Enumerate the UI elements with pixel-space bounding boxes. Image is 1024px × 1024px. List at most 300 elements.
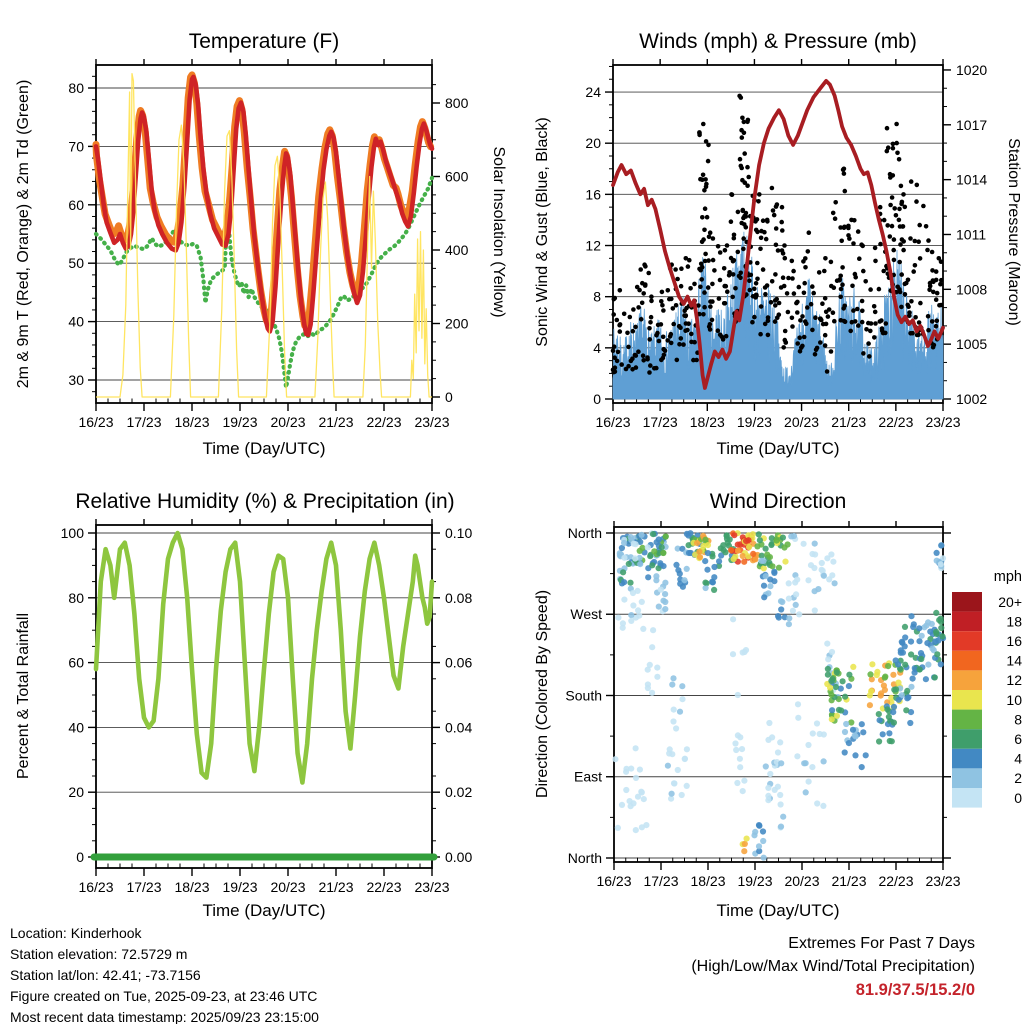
wind-direction-dot (752, 829, 758, 835)
wind-direction-dot (654, 674, 660, 680)
gust-dot (892, 237, 897, 242)
gust-dot (916, 239, 921, 244)
footer-latlon: Station lat/lon: 42.41; -73.7156 (10, 967, 201, 983)
wind-direction-dot (919, 633, 925, 639)
gust-dot (915, 333, 920, 338)
y-tick-label-left: 24 (585, 84, 601, 101)
gust-dot (763, 285, 768, 290)
gust-dot (671, 306, 676, 311)
wind-direction-xlabel: Time (Day/UTC) (716, 901, 840, 920)
gust-dot (707, 324, 712, 329)
wind-direction-dot (763, 573, 769, 579)
gust-dot (911, 269, 916, 274)
wind-direction-dot (669, 791, 675, 797)
x-tick-label: 18/23 (690, 873, 726, 889)
wind-direction-dot (681, 577, 687, 583)
wind-direction-dot (803, 760, 809, 766)
y-tick-label-right: 400 (445, 242, 469, 258)
gust-dot (901, 224, 906, 229)
gust-dot (682, 313, 687, 318)
wind-direction-dot (777, 739, 783, 745)
gust-dot (860, 320, 865, 325)
wind-direction-dot (775, 749, 781, 755)
gust-dot (921, 204, 926, 209)
x-tick-label: 22/23 (878, 873, 914, 889)
wind-direction-dot (659, 544, 665, 550)
wind-direction-dot (836, 707, 842, 713)
wind-direction-dot (756, 843, 762, 849)
gust-dot (617, 323, 622, 328)
gust-dot (773, 298, 778, 303)
gust-dot (829, 260, 834, 265)
footer-location: Location: Kinderhook (10, 925, 142, 941)
y-tick-label-left: 80 (68, 80, 84, 96)
gust-dot (766, 333, 771, 338)
wind-direction-dot (905, 694, 911, 700)
gust-dot (656, 323, 661, 328)
wind-direction-dot (773, 538, 779, 544)
wind-direction-dot (766, 720, 772, 726)
wind-direction-dot (809, 551, 815, 557)
gust-dot (729, 256, 734, 261)
gust-dot (724, 284, 729, 289)
wind-direction-dot (739, 746, 745, 752)
x-tick-label: 23/23 (925, 873, 961, 889)
gust-dot (820, 301, 825, 306)
gust-dot (611, 312, 616, 317)
wind-direction-dot (623, 766, 629, 772)
wind-direction-dot (850, 727, 856, 733)
gust-dot (774, 226, 779, 231)
winds-ylabel-right: Station Pressure (Maroon) (1005, 138, 1022, 326)
wind-direction-dot (916, 638, 922, 644)
y-tick-label-right: 0.10 (445, 525, 473, 541)
x-tick-label: 21/23 (318, 879, 354, 895)
gust-dot (669, 332, 674, 337)
gust-dot (748, 288, 753, 293)
gust-dot (882, 218, 887, 223)
gust-dot (894, 141, 899, 146)
wind-direction-dot (890, 672, 896, 678)
wind-direction-dot (925, 662, 931, 668)
wind-direction-dot (636, 613, 642, 619)
wind-direction-dot (663, 533, 669, 539)
gust-dot (773, 272, 778, 277)
footer-timestamp: Most recent data timestamp: 2025/09/23 23:15:00 (10, 1009, 319, 1024)
gust-dot (860, 299, 865, 304)
wind-direction-dot (830, 559, 836, 565)
gust-dot (803, 256, 808, 261)
y-tick-label-left: West (570, 606, 602, 623)
x-tick-label: 18/23 (174, 414, 210, 430)
wind-direction-dot (890, 709, 896, 715)
colorbar-swatch (952, 612, 982, 632)
wind-direction-dot (791, 533, 797, 539)
gust-dot (934, 297, 939, 302)
gust-dot (866, 341, 871, 346)
y-tick-label-left: 16 (585, 186, 601, 203)
gust-dot (675, 358, 680, 363)
gust-dot (704, 185, 709, 190)
wind-direction-dot (763, 763, 769, 769)
gust-dot (717, 296, 722, 301)
gust-dot (612, 355, 617, 360)
colorbar-label: 0 (1014, 789, 1022, 806)
wind-direction-dot (889, 738, 895, 744)
wind-direction-dot (645, 667, 651, 673)
gust-dot (725, 243, 730, 248)
wind-direction-dot (637, 548, 643, 554)
wind-direction-dot (790, 608, 796, 614)
gust-dot (626, 345, 631, 350)
wind-direction-dot (621, 597, 627, 603)
gust-dot (790, 324, 795, 329)
wind-direction-dot (812, 541, 818, 547)
y-tick-label-left: North (567, 524, 602, 541)
gust-dot (872, 335, 877, 340)
gust-dot (777, 301, 782, 306)
gust-dot (684, 306, 689, 311)
wind-direction-dot (938, 561, 944, 567)
gust-dot (652, 366, 657, 371)
gust-dot (847, 236, 852, 241)
gust-dot (918, 301, 923, 306)
wind-direction-dot (662, 606, 668, 612)
gust-dot (648, 320, 653, 325)
wind-direction-dot (828, 692, 834, 698)
wind-direction-dot (896, 697, 902, 703)
gust-dot (641, 358, 646, 363)
wind-direction-dot (765, 785, 771, 791)
wind-direction-dot (645, 544, 651, 550)
gust-dot (775, 315, 780, 320)
gust-dot (840, 265, 845, 270)
wind-direction-dot (684, 531, 690, 537)
wind-direction-dot (756, 823, 762, 829)
gust-dot (861, 269, 866, 274)
gust-dot (683, 328, 688, 333)
gust-dot (805, 305, 810, 310)
wind-direction-dot (709, 553, 715, 559)
wind-direction-dot (628, 618, 634, 624)
wind-direction-dot (846, 672, 852, 678)
wind-direction-dot (767, 583, 773, 589)
y-tick-label-right: 200 (445, 315, 469, 332)
wind-direction-dot (924, 640, 930, 646)
gust-dot (716, 328, 721, 333)
wind-direction-dot (934, 631, 940, 637)
wind-direction-dot (932, 639, 938, 645)
wind-direction-dot (895, 661, 901, 667)
gust-dot (824, 310, 829, 315)
wind-direction-dot (730, 616, 736, 622)
gust-dot (648, 363, 653, 368)
wind-direction-dot (902, 624, 908, 630)
y-tick-label-left: 30 (68, 372, 84, 388)
gust-dot (776, 248, 781, 253)
wind-direction-dot (825, 666, 831, 672)
wind-direction-dot (675, 567, 681, 573)
wind-direction-dot (730, 651, 736, 657)
gust-dot (764, 237, 769, 242)
gust-dot (736, 250, 741, 255)
gust-dot (901, 248, 906, 253)
gust-dot (783, 256, 788, 261)
gust-dot (838, 277, 843, 282)
gust-dot (692, 340, 697, 345)
gust-dot (897, 218, 902, 223)
wind-direction-dot (639, 532, 645, 538)
wind-direction-dot (795, 701, 801, 707)
wind-direction-dot (876, 711, 882, 717)
gust-dot (897, 287, 902, 292)
wind-direction-dot (720, 542, 726, 548)
gust-dot (649, 299, 654, 304)
gust-dot (671, 322, 676, 327)
wind-direction-dot (921, 624, 927, 630)
wind-direction-dot (902, 662, 908, 668)
gust-dot (935, 291, 940, 296)
y-tick-label-left: 60 (68, 196, 84, 213)
gust-dot (895, 151, 900, 156)
gust-dot (755, 217, 760, 222)
gust-dot (722, 266, 727, 271)
gust-dot (765, 219, 770, 224)
gust-dot (791, 269, 796, 274)
gust-dot (710, 282, 715, 287)
wind-direction-dot (828, 551, 834, 557)
y-tick-label-left: East (573, 768, 602, 785)
wind-direction-dot (671, 707, 677, 713)
humidity-precip-title: Relative Humidity (%) & Precipitation (in) (75, 490, 455, 513)
wind-direction-dot (671, 780, 677, 786)
wind-direction-dot (704, 567, 710, 573)
y-tick-label-right: 0.08 (445, 589, 473, 606)
gust-dot (823, 343, 828, 348)
gust-dot (934, 269, 939, 274)
gust-dot (740, 178, 745, 183)
y-tick-label-right: 800 (445, 95, 469, 111)
gust-dot (888, 175, 893, 180)
wind-direction-dot (895, 680, 901, 686)
gust-dot (740, 116, 745, 121)
gust-dot (708, 230, 713, 235)
wind-direction-dot (682, 756, 688, 762)
y-tick-label-right: 0.00 (445, 849, 473, 865)
gust-dot (832, 285, 837, 290)
wind-direction-dot (620, 569, 626, 575)
gust-dot (884, 321, 889, 326)
temperature-ylabel-right: Solar Insolation (Yellow) (490, 146, 507, 318)
wind-direction-dot (732, 740, 738, 746)
gust-dot (781, 251, 786, 256)
wind-direction-dot (623, 787, 629, 793)
wind-direction-dot (679, 683, 685, 689)
wind-direction-dot (669, 682, 675, 688)
y-tick-label-left: 80 (68, 589, 84, 606)
gust-dot (832, 319, 837, 324)
gust-dot (829, 349, 834, 354)
wind-direction-dot (640, 626, 646, 632)
gust-dot (866, 321, 871, 326)
wind-direction-dot (731, 532, 737, 538)
gust-dot (618, 329, 623, 334)
wind-direction-dot (852, 752, 858, 758)
wind-direction-dot (781, 544, 787, 550)
wind-direction-dot (621, 540, 627, 546)
wind-direction-dot (809, 764, 815, 770)
y-tick-label-left: 8 (593, 288, 601, 305)
gust-dot (759, 236, 764, 241)
gust-dot (813, 315, 818, 320)
gust-dot (736, 210, 741, 215)
gust-dot (758, 247, 763, 252)
gust-dot (856, 323, 861, 328)
wind-direction-dot (925, 619, 931, 625)
extremes-heading: Extremes For Past 7 Days (788, 935, 975, 952)
gust-dot (852, 218, 857, 223)
gust-dot (655, 331, 660, 336)
y-tick-label-left: 0 (593, 391, 601, 407)
gust-dot (800, 344, 805, 349)
wind-direction-dot (771, 578, 777, 584)
gust-dot (873, 259, 878, 264)
gust-dot (739, 128, 744, 133)
temperature-panel (68, 59, 468, 430)
gust-dot (878, 319, 883, 324)
wind-direction-dot (662, 580, 668, 586)
wind-direction-dot (754, 543, 760, 549)
gust-dot (633, 325, 638, 330)
gust-dot (890, 195, 895, 200)
gust-dot (802, 291, 807, 296)
gust-dot (638, 267, 643, 272)
wind-direction-title: Wind Direction (709, 490, 847, 513)
gust-dot (790, 259, 795, 264)
gust-dot (647, 326, 652, 331)
wind-direction-dot (819, 567, 825, 573)
wind-direction-dot (881, 683, 887, 689)
wind-direction-dot (938, 625, 944, 631)
gust-dot (622, 312, 627, 317)
wind-direction-dot (891, 687, 897, 693)
wind-direction-dot (639, 599, 645, 605)
wind-direction-dot (801, 541, 807, 547)
gust-dot (850, 284, 855, 289)
gust-dot (868, 329, 873, 334)
footer-elevation: Station elevation: 72.5729 m (10, 946, 188, 962)
gust-dot (800, 314, 805, 319)
wind-direction-dot (874, 672, 880, 678)
wind-direction-dot (761, 583, 767, 589)
wind-direction-dot (743, 647, 749, 653)
y-tick-label-left: 20 (68, 784, 84, 801)
gust-dot (660, 303, 665, 308)
wind-direction-dot (843, 721, 849, 727)
wind-direction-dot (817, 731, 823, 737)
gust-dot (785, 291, 790, 296)
wind-direction-dot (670, 675, 676, 681)
gust-dot (822, 269, 827, 274)
x-tick-label: 18/23 (174, 879, 210, 895)
gust-dot (786, 310, 791, 315)
relative-humidity-line (96, 533, 432, 783)
gust-dot (759, 304, 764, 309)
gust-dot (766, 318, 771, 323)
gust-dot (833, 216, 838, 221)
gust-dot (775, 202, 780, 207)
gust-dot (663, 348, 668, 353)
wind-direction-dot (859, 764, 865, 770)
gust-dot (897, 157, 902, 162)
wind-direction-dot (645, 685, 651, 691)
humidity-xlabel: Time (Day/UTC) (202, 901, 326, 920)
gust-dot (756, 199, 761, 204)
colorbar-label: 12 (1006, 672, 1022, 689)
wind-direction-dot (626, 561, 632, 567)
wind-direction-dot (731, 556, 737, 562)
wind-direction-dot (811, 565, 817, 571)
gust-dot (857, 256, 862, 261)
gust-dot (739, 95, 744, 100)
gust-dot (616, 350, 621, 355)
wind-direction-dot (740, 553, 746, 559)
colorbar-swatch (952, 631, 982, 651)
wind-direction-dot (627, 798, 633, 804)
gust-dot (615, 318, 620, 323)
gust-dot (742, 151, 747, 156)
gust-dot (752, 315, 757, 320)
y-tick-label-left: 4 (593, 339, 601, 356)
y-tick-label-right: 1020 (956, 61, 988, 78)
wind-direction-dot (814, 720, 820, 726)
wind-direction-dot (737, 764, 743, 770)
wind-direction-dot (633, 827, 639, 833)
gust-dot (738, 157, 743, 162)
wind-direction-dot (649, 690, 655, 696)
gust-dot (780, 205, 785, 210)
gust-dot (718, 250, 723, 255)
wind-direction-dot (934, 651, 940, 657)
gust-dot (824, 322, 829, 327)
gust-dot (675, 277, 680, 282)
wind-direction-dot (740, 788, 746, 794)
wind-direction-dot (658, 587, 664, 593)
gust-dot (657, 339, 662, 344)
gust-dot (741, 236, 746, 241)
gust-dot (770, 279, 775, 284)
gust-dot (613, 369, 618, 374)
wind-direction-dot (650, 531, 656, 537)
gust-dot (618, 288, 623, 293)
x-tick-label: 20/23 (270, 879, 306, 895)
wind-direction-dot (619, 802, 625, 808)
gust-dot (641, 353, 646, 358)
wind-direction-dot (867, 692, 873, 698)
gust-dot (926, 314, 931, 319)
gust-dot (710, 318, 715, 323)
gust-dot (659, 299, 664, 304)
gust-dot (877, 287, 882, 292)
gust-dot (904, 281, 909, 286)
wind-direction-dot (684, 566, 690, 572)
x-tick-label: 19/23 (222, 414, 258, 430)
wind-direction-dot (697, 554, 703, 560)
wind-direction-dot (805, 742, 811, 748)
gust-dot (908, 236, 913, 241)
gust-dot (677, 342, 682, 347)
wind-direction-dot (670, 718, 676, 724)
